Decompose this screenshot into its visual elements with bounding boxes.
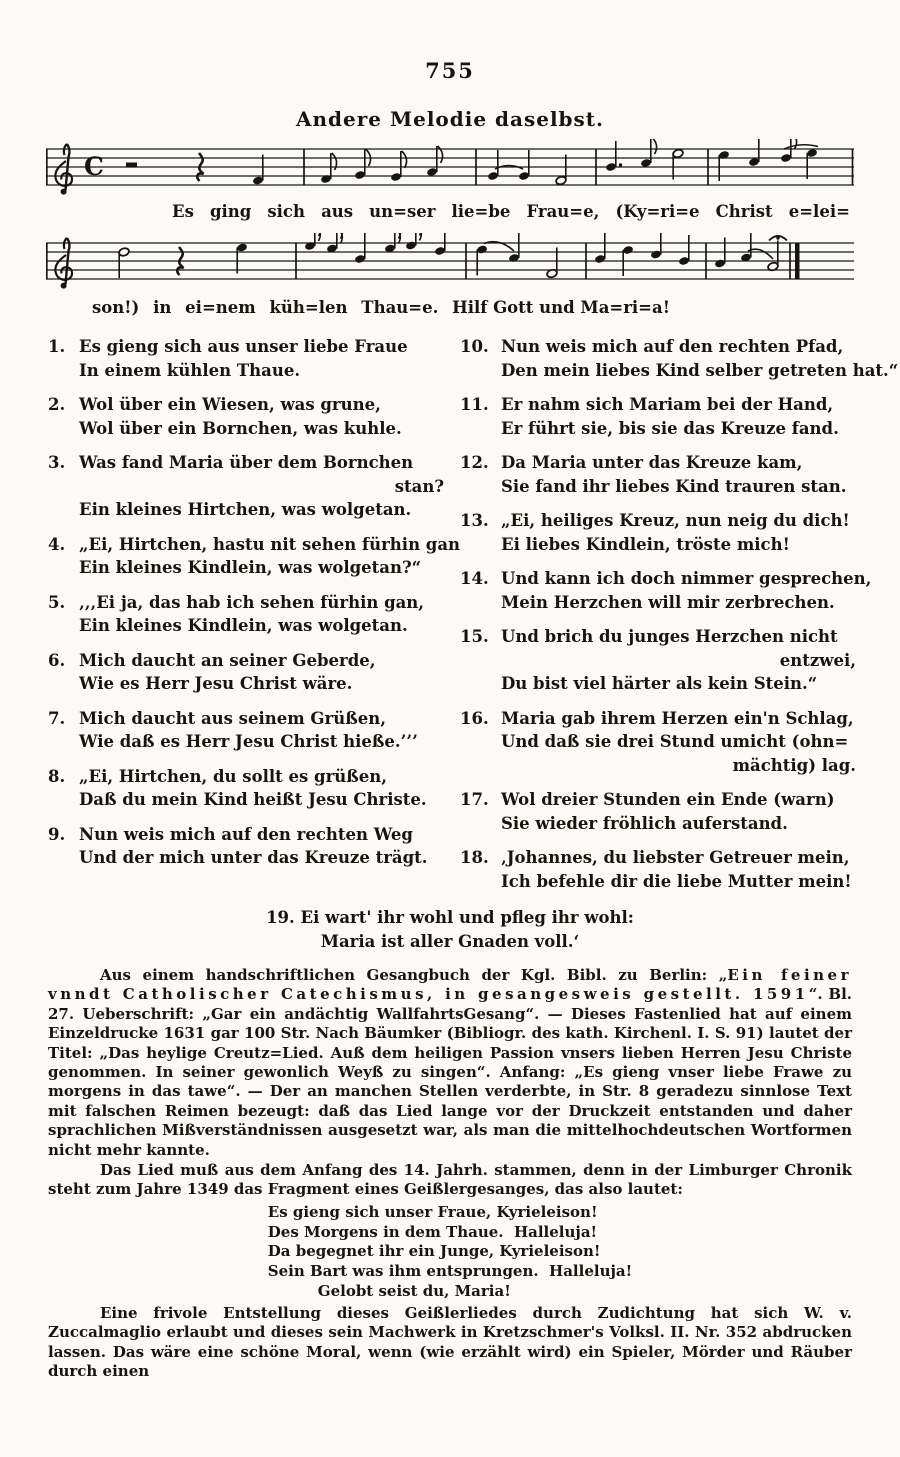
verse-line: Er nahm sich Mariam bei der Hand, [501, 395, 834, 414]
verse-lines [79, 451, 444, 522]
verse-line: Wol über ein Wiesen, was grune, [79, 395, 381, 414]
lyric-syllable: Hilf Gott und Ma=ri=a! [452, 298, 670, 317]
lyric-syllable: ei=nem [185, 298, 256, 317]
lyric-syllable: son!) [92, 298, 140, 317]
music-staff [46, 139, 854, 201]
verse-item [460, 451, 856, 498]
verse-line: Da Maria unter das Kreuze kam, [501, 453, 803, 472]
verse-number: 10. [460, 337, 489, 356]
verse-line: Nun weis mich auf den rechten Weg [79, 824, 413, 844]
verse-number: 17. [460, 790, 489, 809]
quote-line: Sein Bart was ihm entsprungen. Halleluja! [267, 1262, 633, 1281]
verse-lines [79, 393, 444, 440]
verse-item [48, 765, 444, 812]
lyric-syllable: ging [209, 202, 252, 221]
verse-line: ‚‚‚Ei ja, das hab ich sehen fürhin gan, [79, 592, 425, 612]
verse-line: Und kann ich doch nimmer gesprechen, [501, 569, 872, 588]
music-notes [126, 139, 818, 185]
music-system-2 [46, 233, 854, 295]
verse-columns [48, 335, 899, 904]
verse-lines [501, 335, 898, 382]
verse-line: Du bist viel härter als kein Stein.“ [501, 674, 818, 693]
verse-lines [501, 451, 856, 498]
quote-line: Des Morgens in dem Thaue. Halleluja! [267, 1222, 598, 1241]
verse-lines [501, 509, 856, 556]
verse-number: 16. [460, 708, 489, 728]
verse-line: Und der mich unter das Kreuze trägt. [79, 848, 428, 867]
verse-number: 6. [48, 650, 66, 670]
verse-lines [501, 846, 856, 893]
verse-line: Sie fand ihr liebes Kind trauren stan. [501, 476, 847, 496]
lyric-syllable: un=ser [369, 202, 436, 221]
music-system-1 [46, 139, 854, 201]
verse-item [460, 567, 872, 614]
commentary-text: Aus einem handschriftlichen Gesangbuch der Kgl. Bibl. zu Berlin: „ [100, 966, 728, 984]
time-signature: C [84, 152, 104, 181]
verse-item [48, 823, 444, 870]
verse-line: entzwei, [779, 650, 856, 670]
lyric-syllable: in [153, 298, 172, 317]
verse-line: Wol über ein Bornchen, was kuhle. [79, 418, 402, 438]
verse-line: Ein kleines Kindlein, was wolgetan. [79, 616, 408, 635]
verse-item [48, 591, 444, 638]
chronicle-quote [268, 1203, 632, 1302]
verse-number: 5. [48, 592, 66, 612]
verse-line: Daß du mein Kind heißt Jesu Christe. [79, 790, 427, 809]
verse-line: Ein kleines Kindlein, was wolgetan?“ [79, 558, 422, 577]
verse-line: „Ei, heiliges Kreuz, nun neig du dich! [501, 511, 850, 530]
verse-lines [501, 707, 856, 778]
verse-line: Mein Herzchen will mir zerbrechen. [501, 592, 835, 612]
verse-line: In einem kühlen Thaue. [79, 360, 301, 380]
verse-number: 18. [460, 848, 489, 867]
verse-lines [79, 707, 444, 754]
verse-item [48, 649, 444, 696]
verse-item [48, 707, 444, 754]
commentary-paragraph: Das Lied muß aus dem Anfang des 14. Jahrh. stammen, denn in der Limburger Chronik steht zum Jahre 1349 das Fragment eines Geißlergesanges, das also lautet: [48, 1161, 852, 1199]
verse-line: Ei liebes Kindlein, tröste mich! [501, 534, 790, 554]
verse-line: Was fand Maria über dem Bornchen [79, 453, 414, 472]
verse-line: Und daß sie drei Stund umicht (ohn= [501, 732, 849, 751]
lyric-syllable: Thau=e. [361, 298, 439, 317]
verse-number: 3. [48, 453, 66, 472]
verse-item [460, 625, 856, 696]
lyric-syllable: lie=be [451, 202, 511, 221]
verse-lines [501, 625, 856, 696]
lyric-syllable: sich [267, 202, 305, 221]
verse-number: 2. [48, 395, 66, 414]
verse-number: 8. [48, 766, 66, 786]
verse-item [460, 707, 856, 778]
lyric-syllable: Christ [715, 202, 773, 221]
verse-number: 1. [48, 337, 66, 356]
verse-number: 11. [460, 395, 489, 414]
verse-line: 19. Ei wart' ihr wohl und pfleg ihr wohl: [266, 908, 634, 927]
verse-lines [79, 591, 444, 638]
music-notes [118, 233, 787, 278]
verse-lines [501, 788, 856, 835]
verse-lines [79, 649, 444, 696]
verse-line: Und brich du junges Herzchen nicht [501, 627, 838, 646]
verse-number: 15. [460, 627, 489, 646]
music-staff [46, 233, 854, 295]
verse-number: 14. [460, 569, 489, 588]
commentary-paragraph: Eine frivole Entstellung dieses Geißlerliedes durch Zudichtung hat sich W. v. Zuccalmaglio erlaubt und dieses sein Machwerk in Kretzschmer's Volksl. II. Nr. 352 abdrucken lassen. Das wäre eine schöne Moral, wenn (wie erzählt wird) ein Spieler, Mörder und Räuber durch einen [48, 1303, 852, 1381]
quote-line: Da begegnet ihr ein Junge, Kyrieleison! [267, 1242, 601, 1261]
verse-lines [79, 533, 460, 580]
staff-lines [46, 243, 854, 279]
verse-item [460, 509, 856, 556]
verse-line: Er führt sie, bis sie das Kreuze fand. [501, 418, 839, 438]
verse-item [48, 533, 461, 580]
final-barline [795, 243, 800, 279]
lyric-syllable: (Ky=ri=e [615, 202, 700, 221]
verse-line: Maria gab ihrem Herzen ein'n Schlag, [501, 708, 854, 728]
spaced-title: Ein feiner vnndt Catholischer Catechismus, in gesangesweis gestellt. 1591 [48, 966, 852, 1004]
verse-line: Es gieng sich aus unser liebe Fraue [79, 337, 408, 356]
verse-line: ‚Johannes, du liebster Getreuer mein, [501, 848, 850, 867]
verse-item [460, 393, 856, 440]
verse-line: Wie es Herr Jesu Christ wäre. [79, 674, 353, 693]
verse-column-left [48, 335, 461, 904]
lyric-line-2 [92, 297, 670, 319]
verse-item [48, 393, 444, 440]
verse-lines [79, 823, 444, 870]
fermata-icon [769, 236, 787, 241]
verse-number: 4. [48, 534, 66, 554]
verse-lines [501, 567, 871, 614]
verse-19 [0, 906, 900, 954]
verse-item [48, 451, 444, 522]
verse-lines [501, 393, 856, 440]
quote-line: Es gieng sich unser Fraue, Kyrieleison! [267, 1202, 598, 1221]
verse-number: 7. [48, 708, 66, 728]
quote-line: Gelobt seist du, Maria! [317, 1282, 511, 1301]
verse-line: Mich daucht an seiner Geberde, [79, 650, 376, 670]
lyric-syllable: Frau=e, [526, 202, 600, 221]
verse-number: 9. [48, 824, 66, 844]
verse-column-right [460, 335, 899, 904]
verse-lines [79, 765, 444, 812]
verse-line: Ein kleines Hirtchen, was wolgetan. [79, 500, 412, 519]
verse-item [460, 335, 899, 382]
verse-number: 13. [460, 511, 489, 530]
lyric-syllable: e=lei= [788, 202, 850, 221]
verse-line: „Ei, Hirtchen, hastu nit sehen fürhin gan [79, 534, 461, 554]
verse-line: Wie daß es Herr Jesu Christ hieße.’’’ [79, 732, 418, 751]
section-heading: Andere Melodie daselbst. [295, 107, 605, 131]
lyric-syllable: aus [321, 202, 354, 221]
verse-number: 12. [460, 453, 489, 472]
verse-line: Den mein liebes Kind selber getreten hat.“ [501, 360, 899, 380]
verse-line: Ich befehle dir die liebe Mutter mein! [501, 871, 852, 891]
staff-lines [46, 149, 854, 185]
verse-lines [79, 335, 444, 382]
commentary [48, 966, 852, 1381]
commentary-text: “. Bl. 27. Ueberschrift: „Gar ein andächtig WallfahrtsGesang“. — Dieses Fastenlied hat auf einem Einzeldrucke 1631 gar 100 Str. Nach Bäumker (Bibliogr. des kath. Kirchenl. I. S. 91) lautet der Titel: „Das heylige Creutz=Lied. Auß dem heiligen Passion vnsers lieben Herren Jesu Christe genommen. In seiner gewonlich Weyß zu singen“. Anfang: „Es gieng vnser liebe Frawe zu morgens in das tawe“. — Der an manchen Stellen verderbte, in Str. 8 geradezu sinnlose Text mit falschen Reimen bezeugt: daß das Lied lange vor der Druckzeit entstanden und daher sprachlichen Mißverständnissen ausgesetzt war, als man die mittelhochdeutschen Wortformen nicht mehr kannte. [48, 985, 852, 1159]
lyric-syllable: küh=len [269, 298, 348, 317]
verse-line: Maria ist aller Gnaden voll.‘ [320, 932, 580, 951]
page-number: 755 [425, 58, 475, 83]
verse-line: Sie wieder fröhlich auferstand. [501, 813, 788, 833]
verse-line: „Ei, Hirtchen, du sollt es grüßen, [79, 766, 388, 786]
verse-line: mächtig) lag. [732, 755, 856, 775]
verse-line: Mich daucht aus seinem Grüßen, [79, 708, 386, 728]
commentary-paragraph [48, 966, 852, 1160]
verse-line: stan? [394, 476, 444, 496]
verse-line: Nun weis mich auf den rechten Pfad, [501, 337, 844, 356]
verse-item [460, 846, 856, 893]
lyric-line-1 [172, 201, 850, 223]
verse-item [48, 335, 444, 382]
verse-item [460, 788, 856, 835]
verse-line: Wol dreier Stunden ein Ende (warn) [501, 790, 835, 809]
lyric-syllable: Es [172, 202, 194, 221]
